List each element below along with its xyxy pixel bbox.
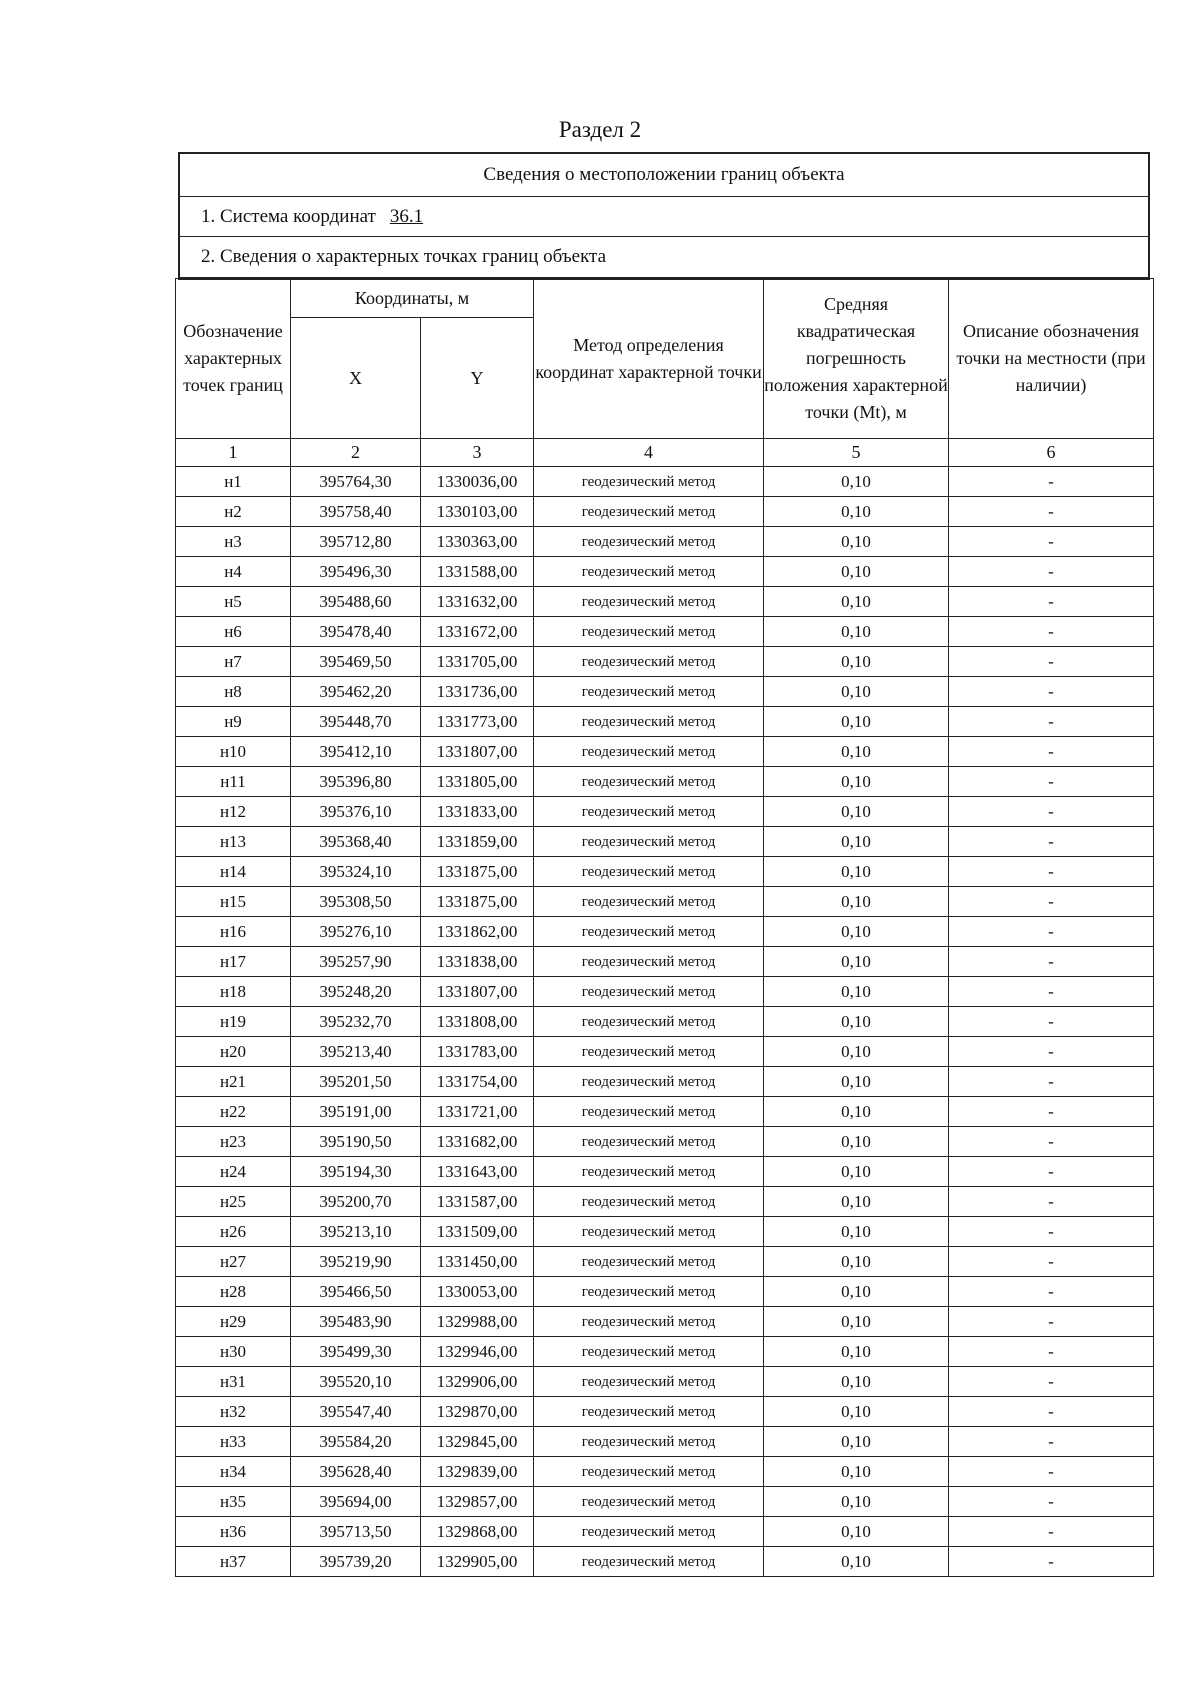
accuracy-mt: 0,10 [764, 677, 949, 707]
point-description: - [949, 1037, 1154, 1067]
accuracy-mt: 0,10 [764, 1367, 949, 1397]
coord-y: 1329988,00 [421, 1307, 534, 1337]
coord-y: 1329839,00 [421, 1457, 534, 1487]
coord-x: 395308,50 [291, 887, 421, 917]
method: геодезический метод [534, 617, 764, 647]
point-description: - [949, 1187, 1154, 1217]
method: геодезический метод [534, 1367, 764, 1397]
coord-x: 395213,10 [291, 1217, 421, 1247]
coord-y: 1331875,00 [421, 887, 534, 917]
table-row [176, 797, 1154, 827]
accuracy-mt: 0,10 [764, 917, 949, 947]
point-description: - [949, 1337, 1154, 1367]
accuracy-mt: 0,10 [764, 587, 949, 617]
method: геодезический метод [534, 1247, 764, 1277]
column-number: 3 [421, 439, 534, 467]
point-designation: н9 [176, 707, 291, 737]
accuracy-mt: 0,10 [764, 857, 949, 887]
coord-x: 395324,10 [291, 857, 421, 887]
point-designation: н28 [176, 1277, 291, 1307]
coord-y: 1329845,00 [421, 1427, 534, 1457]
point-designation: н1 [176, 467, 291, 497]
point-description: - [949, 737, 1154, 767]
coord-x: 395488,60 [291, 587, 421, 617]
coord-x: 395257,90 [291, 947, 421, 977]
table-row [176, 1187, 1154, 1217]
table-row [176, 1517, 1154, 1547]
coord-x: 395190,50 [291, 1127, 421, 1157]
col-description-header: Описание обозначения точки на местности (при наличии) [949, 279, 1154, 439]
point-designation: н36 [176, 1517, 291, 1547]
column-number: 2 [291, 439, 421, 467]
point-designation: н7 [176, 647, 291, 677]
method: геодезический метод [534, 1487, 764, 1517]
method: геодезический метод [534, 767, 764, 797]
accuracy-mt: 0,10 [764, 647, 949, 677]
point-designation: н8 [176, 677, 291, 707]
coord-y: 1329870,00 [421, 1397, 534, 1427]
coord-x: 395764,30 [291, 467, 421, 497]
coord-y: 1330363,00 [421, 527, 534, 557]
coord-y: 1331862,00 [421, 917, 534, 947]
coord-y: 1331859,00 [421, 827, 534, 857]
method: геодезический метод [534, 497, 764, 527]
point-designation: н32 [176, 1397, 291, 1427]
method: геодезический метод [534, 827, 764, 857]
point-description: - [949, 617, 1154, 647]
table-row [176, 1277, 1154, 1307]
table-row [176, 527, 1154, 557]
table-row [176, 1007, 1154, 1037]
point-description: - [949, 857, 1154, 887]
coord-x: 395483,90 [291, 1307, 421, 1337]
method: геодезический метод [534, 1427, 764, 1457]
coord-y: 1329857,00 [421, 1487, 534, 1517]
object-boundaries-title: Сведения о местоположении границ объекта [180, 154, 1148, 197]
coord-x: 395628,40 [291, 1457, 421, 1487]
coord-x: 395248,20 [291, 977, 421, 1007]
table-row [176, 1337, 1154, 1367]
point-description: - [949, 1097, 1154, 1127]
accuracy-mt: 0,10 [764, 1427, 949, 1457]
table-row [176, 947, 1154, 977]
coord-y: 1329868,00 [421, 1517, 534, 1547]
coord-x: 395713,50 [291, 1517, 421, 1547]
coord-x: 395368,40 [291, 827, 421, 857]
point-designation: н12 [176, 797, 291, 827]
method: геодезический метод [534, 1037, 764, 1067]
accuracy-mt: 0,10 [764, 1127, 949, 1157]
accuracy-mt: 0,10 [764, 1247, 949, 1277]
accuracy-mt: 0,10 [764, 1157, 949, 1187]
table-row [176, 1427, 1154, 1457]
coord-x: 395478,40 [291, 617, 421, 647]
point-description: - [949, 1547, 1154, 1577]
table-row [176, 1067, 1154, 1097]
accuracy-mt: 0,10 [764, 1307, 949, 1337]
method: геодезический метод [534, 1547, 764, 1577]
table-row [176, 1097, 1154, 1127]
point-designation: н6 [176, 617, 291, 647]
point-description: - [949, 587, 1154, 617]
point-designation: н15 [176, 887, 291, 917]
point-description: - [949, 1457, 1154, 1487]
coord-y: 1331587,00 [421, 1187, 534, 1217]
accuracy-mt: 0,10 [764, 797, 949, 827]
table-row [176, 707, 1154, 737]
point-description: - [949, 647, 1154, 677]
coord-y: 1331682,00 [421, 1127, 534, 1157]
table-row [176, 827, 1154, 857]
point-designation: н13 [176, 827, 291, 857]
coord-y: 1330103,00 [421, 497, 534, 527]
method: геодезический метод [534, 647, 764, 677]
point-designation: н37 [176, 1547, 291, 1577]
accuracy-mt: 0,10 [764, 1547, 949, 1577]
accuracy-mt: 0,10 [764, 467, 949, 497]
table-row [176, 497, 1154, 527]
point-designation: н3 [176, 527, 291, 557]
point-description: - [949, 1397, 1154, 1427]
accuracy-mt: 0,10 [764, 737, 949, 767]
coord-y: 1331588,00 [421, 557, 534, 587]
point-description: - [949, 497, 1154, 527]
method: геодезический метод [534, 977, 764, 1007]
method: геодезический метод [534, 1067, 764, 1097]
accuracy-mt: 0,10 [764, 527, 949, 557]
table-row [176, 1157, 1154, 1187]
accuracy-mt: 0,10 [764, 1337, 949, 1367]
col-designation-header: Обозначение характерных точек границ [176, 279, 291, 439]
accuracy-mt: 0,10 [764, 1217, 949, 1247]
point-designation: н16 [176, 917, 291, 947]
table-row [176, 1037, 1154, 1067]
points-info-title: 2. Сведения о характерных точках границ объекта [180, 237, 1148, 278]
point-description: - [949, 1277, 1154, 1307]
coord-y: 1331643,00 [421, 1157, 534, 1187]
point-designation: н4 [176, 557, 291, 587]
point-description: - [949, 1307, 1154, 1337]
coord-x: 395547,40 [291, 1397, 421, 1427]
method: геодезический метод [534, 737, 764, 767]
coord-y: 1329906,00 [421, 1367, 534, 1397]
point-designation: н27 [176, 1247, 291, 1277]
point-designation: н25 [176, 1187, 291, 1217]
coord-x: 395219,90 [291, 1247, 421, 1277]
point-description: - [949, 767, 1154, 797]
coord-y: 1330053,00 [421, 1277, 534, 1307]
accuracy-mt: 0,10 [764, 887, 949, 917]
coord-y: 1331807,00 [421, 977, 534, 1007]
column-number: 1 [176, 439, 291, 467]
point-description: - [949, 1007, 1154, 1037]
coord-x: 395213,40 [291, 1037, 421, 1067]
coord-y: 1331721,00 [421, 1097, 534, 1127]
method: геодезический метод [534, 1457, 764, 1487]
table-row [176, 617, 1154, 647]
accuracy-mt: 0,10 [764, 1187, 949, 1217]
boundary-points-table [175, 278, 1154, 1577]
coord-x: 395584,20 [291, 1427, 421, 1457]
point-description: - [949, 1067, 1154, 1097]
method: геодезический метод [534, 1097, 764, 1127]
coord-y: 1331754,00 [421, 1067, 534, 1097]
coord-x: 395232,70 [291, 1007, 421, 1037]
point-designation: н21 [176, 1067, 291, 1097]
point-description: - [949, 1157, 1154, 1187]
coord-x: 395412,10 [291, 737, 421, 767]
point-description: - [949, 1247, 1154, 1277]
coord-y: 1331783,00 [421, 1037, 534, 1067]
coord-system-value: 36.1 [389, 205, 424, 227]
table-row [176, 887, 1154, 917]
point-description: - [949, 1487, 1154, 1517]
method: геодезический метод [534, 1157, 764, 1187]
method: геодезический метод [534, 1307, 764, 1337]
coord-x: 395712,80 [291, 527, 421, 557]
point-description: - [949, 797, 1154, 827]
table-row [176, 1397, 1154, 1427]
table-row [176, 737, 1154, 767]
point-designation: н34 [176, 1457, 291, 1487]
accuracy-mt: 0,10 [764, 947, 949, 977]
coord-x: 395499,30 [291, 1337, 421, 1367]
table-row [176, 587, 1154, 617]
accuracy-mt: 0,10 [764, 767, 949, 797]
method: геодезический метод [534, 857, 764, 887]
point-description: - [949, 1217, 1154, 1247]
coord-x: 395396,80 [291, 767, 421, 797]
point-designation: н11 [176, 767, 291, 797]
point-description: - [949, 1367, 1154, 1397]
coord-y: 1331509,00 [421, 1217, 534, 1247]
point-designation: н5 [176, 587, 291, 617]
table-row [176, 1367, 1154, 1397]
col-coordinates-header: Координаты, м [291, 279, 534, 318]
method: геодезический метод [534, 947, 764, 977]
point-designation: н29 [176, 1307, 291, 1337]
point-description: - [949, 887, 1154, 917]
coord-y: 1331875,00 [421, 857, 534, 887]
method: геодезический метод [534, 587, 764, 617]
coord-x: 395376,10 [291, 797, 421, 827]
column-number: 6 [949, 439, 1154, 467]
accuracy-mt: 0,10 [764, 1517, 949, 1547]
coord-x: 395462,20 [291, 677, 421, 707]
accuracy-mt: 0,10 [764, 557, 949, 587]
table-row [176, 767, 1154, 797]
method: геодезический метод [534, 557, 764, 587]
accuracy-mt: 0,10 [764, 1397, 949, 1427]
method: геодезический метод [534, 887, 764, 917]
coord-y: 1331805,00 [421, 767, 534, 797]
table-row [176, 857, 1154, 887]
table-row [176, 1457, 1154, 1487]
table-row [176, 1217, 1154, 1247]
coord-y: 1330036,00 [421, 467, 534, 497]
table-row [176, 977, 1154, 1007]
method: геодезический метод [534, 1217, 764, 1247]
coord-x: 395194,30 [291, 1157, 421, 1187]
accuracy-mt: 0,10 [764, 827, 949, 857]
accuracy-mt: 0,10 [764, 1097, 949, 1127]
accuracy-mt: 0,10 [764, 977, 949, 1007]
coord-x: 395469,50 [291, 647, 421, 677]
table-row [176, 917, 1154, 947]
coord-y: 1331705,00 [421, 647, 534, 677]
point-description: - [949, 677, 1154, 707]
accuracy-mt: 0,10 [764, 1457, 949, 1487]
method: геодезический метод [534, 1397, 764, 1427]
point-designation: н24 [176, 1157, 291, 1187]
accuracy-mt: 0,10 [764, 1037, 949, 1067]
coord-x: 395520,10 [291, 1367, 421, 1397]
point-designation: н10 [176, 737, 291, 767]
coord-x: 395191,00 [291, 1097, 421, 1127]
point-designation: н18 [176, 977, 291, 1007]
coord-x: 395496,30 [291, 557, 421, 587]
accuracy-mt: 0,10 [764, 707, 949, 737]
method: геодезический метод [534, 1517, 764, 1547]
table-row [176, 1547, 1154, 1577]
coord-x: 395448,70 [291, 707, 421, 737]
point-description: - [949, 947, 1154, 977]
method: геодезический метод [534, 677, 764, 707]
point-designation: н20 [176, 1037, 291, 1067]
method: геодезический метод [534, 467, 764, 497]
coord-y: 1331807,00 [421, 737, 534, 767]
coord-x: 395739,20 [291, 1547, 421, 1577]
coord-x: 395694,00 [291, 1487, 421, 1517]
coord-y: 1331632,00 [421, 587, 534, 617]
method: геодезический метод [534, 917, 764, 947]
method: геодезический метод [534, 527, 764, 557]
coord-x: 395201,50 [291, 1067, 421, 1097]
coord-y: 1331773,00 [421, 707, 534, 737]
method: геодезический метод [534, 1277, 764, 1307]
table-row [176, 557, 1154, 587]
method: геодезический метод [534, 1007, 764, 1037]
column-number: 4 [534, 439, 764, 467]
point-designation: н22 [176, 1097, 291, 1127]
point-designation: н26 [176, 1217, 291, 1247]
point-description: - [949, 467, 1154, 497]
point-description: - [949, 707, 1154, 737]
point-designation: н19 [176, 1007, 291, 1037]
table-row [176, 1487, 1154, 1517]
coord-x: 395200,70 [291, 1187, 421, 1217]
point-description: - [949, 917, 1154, 947]
point-designation: н35 [176, 1487, 291, 1517]
coord-x: 395758,40 [291, 497, 421, 527]
coord-system-line [180, 197, 1148, 237]
coord-x: 395276,10 [291, 917, 421, 947]
section-title: Раздел 2 [558, 117, 642, 142]
table-row [176, 677, 1154, 707]
point-description: - [949, 527, 1154, 557]
coord-y: 1331450,00 [421, 1247, 534, 1277]
point-description: - [949, 827, 1154, 857]
accuracy-mt: 0,10 [764, 617, 949, 647]
column-number: 5 [764, 439, 949, 467]
point-designation: н23 [176, 1127, 291, 1157]
method: геодезический метод [534, 707, 764, 737]
column-numbers-row [176, 439, 1154, 467]
table-row [176, 647, 1154, 677]
table-row [176, 1127, 1154, 1157]
col-x-header: X [291, 318, 421, 439]
coord-x: 395466,50 [291, 1277, 421, 1307]
coord-y: 1331838,00 [421, 947, 534, 977]
coord-system-label: 1. Система координат [201, 205, 376, 227]
accuracy-mt: 0,10 [764, 1277, 949, 1307]
table-row [176, 1247, 1154, 1277]
coord-y: 1331808,00 [421, 1007, 534, 1037]
accuracy-mt: 0,10 [764, 497, 949, 527]
table-row [176, 1307, 1154, 1337]
coord-y: 1329905,00 [421, 1547, 534, 1577]
point-description: - [949, 977, 1154, 1007]
col-method-header: Метод определения координат характерной точки [534, 279, 764, 439]
method: геодезический метод [534, 797, 764, 827]
point-description: - [949, 557, 1154, 587]
method: геодезический метод [534, 1187, 764, 1217]
coord-y: 1329946,00 [421, 1337, 534, 1367]
method: геодезический метод [534, 1337, 764, 1367]
point-description: - [949, 1427, 1154, 1457]
method: геодезический метод [534, 1127, 764, 1157]
point-designation: н33 [176, 1427, 291, 1457]
coord-y: 1331833,00 [421, 797, 534, 827]
point-designation: н31 [176, 1367, 291, 1397]
point-designation: н14 [176, 857, 291, 887]
object-info-header [178, 152, 1150, 280]
point-description: - [949, 1127, 1154, 1157]
point-designation: н30 [176, 1337, 291, 1367]
col-y-header: Y [421, 318, 534, 439]
accuracy-mt: 0,10 [764, 1487, 949, 1517]
point-designation: н17 [176, 947, 291, 977]
coord-y: 1331672,00 [421, 617, 534, 647]
accuracy-mt: 0,10 [764, 1007, 949, 1037]
coord-y: 1331736,00 [421, 677, 534, 707]
point-designation: н2 [176, 497, 291, 527]
col-accuracy-header: Средняя квадратическая погрешность положения характерной точки (Mt), м [764, 279, 949, 439]
accuracy-mt: 0,10 [764, 1067, 949, 1097]
point-description: - [949, 1517, 1154, 1547]
table-row [176, 467, 1154, 497]
